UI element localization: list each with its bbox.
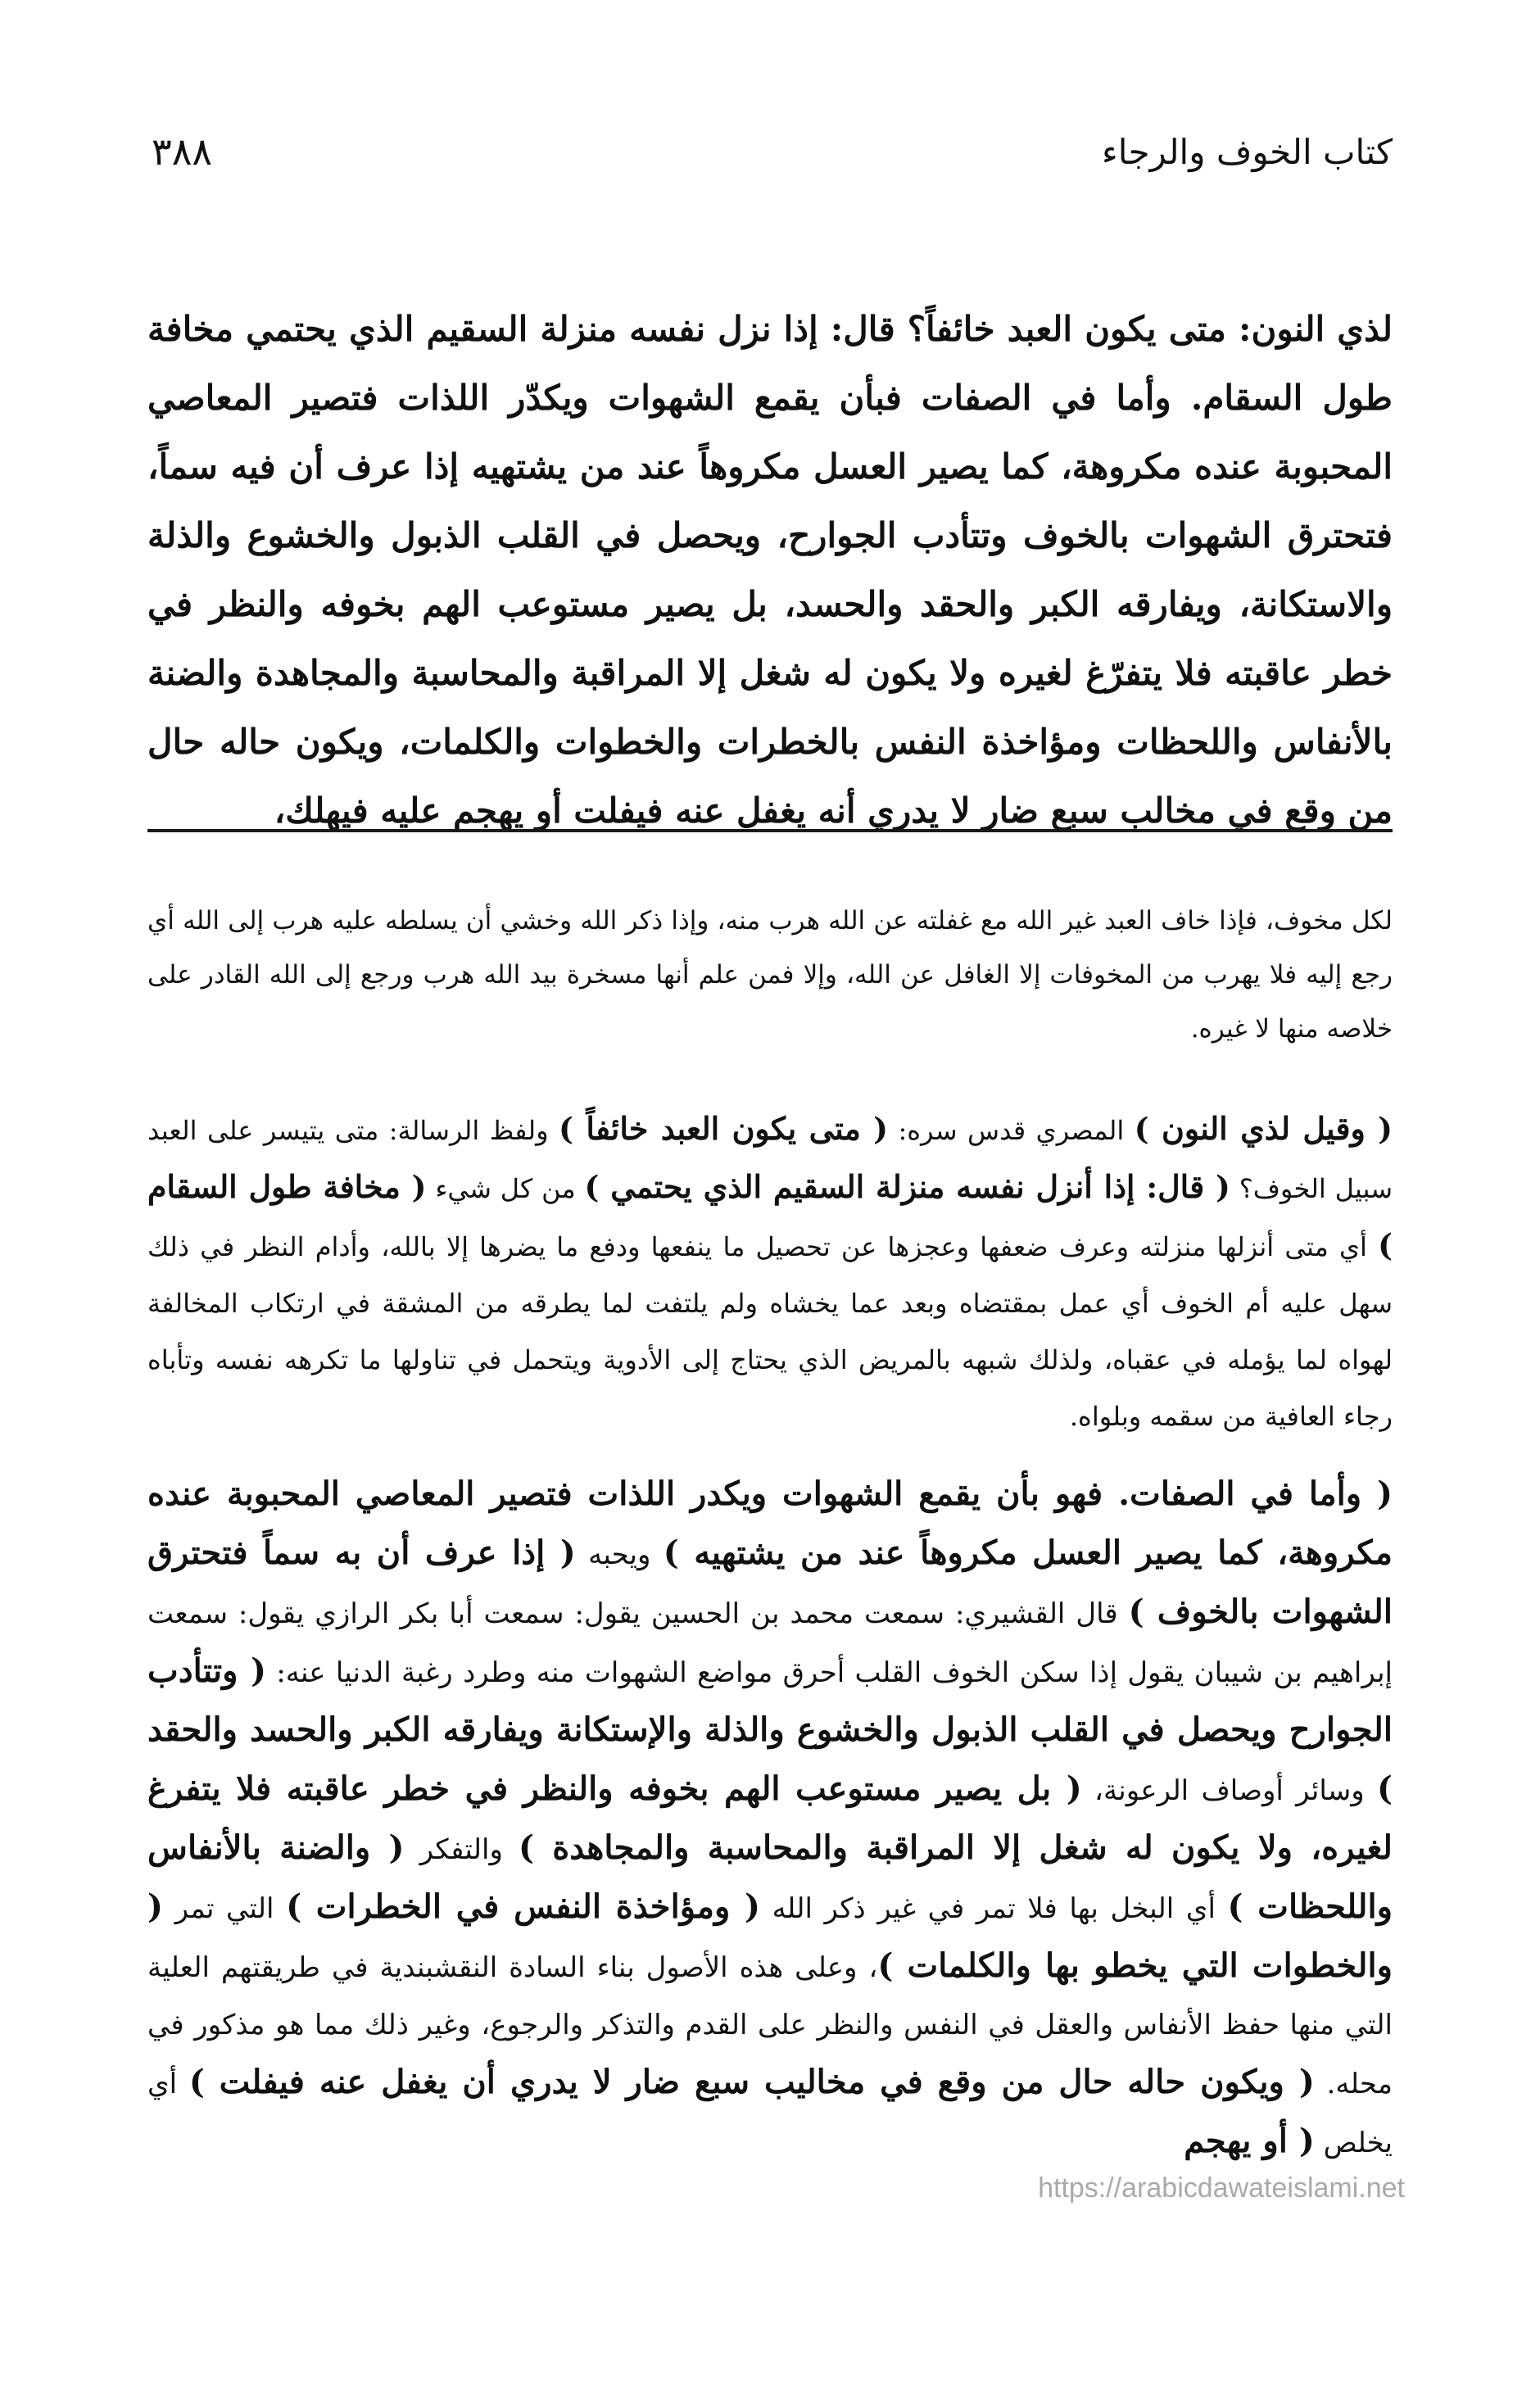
quoted-matn-segment: ( والضنة بالأنفاس واللحظات ) bbox=[147, 1828, 1393, 1926]
commentary-segment: ، وعلى هذه الأصول بناء السادة النقشبندية في طريقتهم العلية التي منها حفظ الأنفاس والعقل في النفس والنظر على القدم والتذكر والرجوع، وغير ذلك مما هو مذكور في محله. bbox=[147, 1951, 1393, 2100]
quoted-matn-segment: ( وأما في الصفات. فهو بأن يقمع الشهوات ويكدر اللذات فتصير المعاصي المحبوبة عنده مكروهة، كما يصير العسل مكروهاً عند من يشتهيه ) bbox=[147, 1475, 1393, 1572]
commentary-segment: المصري قدس سره: bbox=[888, 1115, 1135, 1146]
commentary-segment: من كل شيء bbox=[426, 1173, 585, 1204]
commentary-segment: وسائر أوصاف الرعونة، bbox=[1081, 1774, 1377, 1807]
page-number: ٣٨٨ bbox=[152, 129, 213, 174]
commentary-segment: ولفظ الرسالة: متى يتيسر على العبد سبيل الخوف؟ bbox=[147, 1115, 1393, 1204]
quoted-matn-segment: ( إذا عرف أن به سماً فتحترق الشهوات بالخوف ) bbox=[147, 1534, 1393, 1631]
watermark-url: https://arabicdawateislami.net bbox=[1038, 2172, 1405, 2204]
quoted-matn-segment: ( متى يكون العبد خائفاً ) bbox=[559, 1111, 889, 1147]
main-text: لذي النون: متى يكون العبد خائفاً؟ قال: إذا نزل نفسه منزلة السقيم الذي يحتمي مخافة طول السقام. وأما في الصفات فبأن يقمع الشهوات ويكدّر اللذات فتصير المعاصي المحبوبة عنده مكروهة، كما يصير العسل مكروهاً عند من يشتهيه إذا عرف أن فيه سماً، فتحترق الشهوات بالخوف وتتأدب الجوارح، ويحصل في القلب الذبول والخشوع والذلة والاستكانة، ويفارقه الكبر والحقد والحسد، بل يصير مستوعب الهم بخوفه والنظر في خطر عاقبته فلا يتفرّغ لغيره ولا يكون له شغل إلا المراقبة والمحاسبة والمجاهدة والضنة بالأنفاس واللحظات ومؤاخذة النفس بالخطرات والخطوات والكلمات، ويكون حاله حال من وقع في مخالب سبع ضار لا يدري أنه يغفل عنه فيفلت أو يهجم عليه فيهلك، bbox=[147, 309, 1393, 831]
commentary-paragraph-2 bbox=[147, 1466, 1393, 2172]
commentary-paragraph-1 bbox=[147, 1101, 1393, 1445]
commentary-segment: والتفكر bbox=[404, 1833, 519, 1866]
footnote-divider bbox=[147, 829, 1393, 832]
quoted-matn-segment: ( بل يصير مستوعب الهم بخوفه والنظر في خطر عاقبته فلا يتفرغ لغيره، ولا يكون له شغل إلا المراقبة والمحاسبة والمجاهدة ) bbox=[147, 1769, 1393, 1867]
quoted-matn-segment: ( وقيل لذي النون ) bbox=[1134, 1111, 1393, 1147]
quoted-matn-segment: ( ومؤاخذة النفس في الخطرات ) bbox=[286, 1887, 761, 1926]
commentary-segment: قال القشيري: سمعت محمد بن الحسين يقول: سمعت أبا بكر الرازي يقول: سمعت إبراهيم بن شيبان يقول إذا سكن الخوف القلب أحرق مواضع الشهوات منه وطرد رغبة الدنيا عنه: bbox=[147, 1597, 1393, 1689]
quoted-matn-segment: ( أو يهجم bbox=[1184, 2122, 1315, 2160]
page-header bbox=[152, 123, 1393, 180]
running-title: كتاب الخوف والرجاء bbox=[1102, 131, 1393, 172]
commentary-segment: أي متى أنزلها منزلته وعرف ضعفها وعجزها عن تحصيل ما ينفعها ودفع ما يضرها إلا بالله، وأدام النظر في ذلك سهل عليه أم الخوف أي عمل بمقتضاه وبعد عما يخشاه ولم يلتفت لما يطرقه من المشقة في ارتكاب المخالفة لهواه لما يؤمله في عقباه، ولذلك شبهه بالمريض الذي يحتاج إلى الأدوية ويتحمل في تناولها ما تكرهه نفسه وتأباه رجاء العافية من سقمه وبلواه. bbox=[147, 1231, 1393, 1432]
quoted-matn-segment: ( والخطوات التي يخطو بها والكلمات ) bbox=[147, 1887, 1393, 1985]
commentary-segment: أي يخلص bbox=[147, 2068, 1393, 2159]
commentary-segment: التي تمر bbox=[162, 1892, 287, 1925]
commentary-segment: أي البخل بها فلا تمر في غير ذكر الله bbox=[760, 1892, 1228, 1925]
quoted-matn-segment: ( ويكون حاله حال من وقع في مخاليب سبع ضار لا يدري أن يغفل عنه فيفلت ) bbox=[188, 2063, 1315, 2101]
quoted-matn-segment: ( مخافة طول السقام ) bbox=[147, 1169, 1393, 1263]
footnote-text: لكل مخوف، فإذا خاف العبد غير الله مع غفلته عن الله هرب منه، وإذا ذكر الله وخشي أن يسلطه عليه هرب إلى الله أي رجع إليه فلا يهرب من المخوفات إلا الغافل عن الله، وإلا فمن علم أنها مسخرة بيد الله هرب ورجع إلى الله القادر على خلاصه منها لا غيره. bbox=[147, 906, 1393, 1044]
quoted-matn-segment: ( وتتأدب الجوارح ويحصل في القلب الذبول والخشوع والذلة والإستكانة ويفارقه الكبر والحسد والحقد ) bbox=[147, 1651, 1393, 1808]
commentary-segment: ويحبه bbox=[575, 1538, 664, 1571]
quoted-matn-segment: ( قال: إذا أنزل نفسه منزلة السقيم الذي يحتمي ) bbox=[584, 1169, 1230, 1205]
